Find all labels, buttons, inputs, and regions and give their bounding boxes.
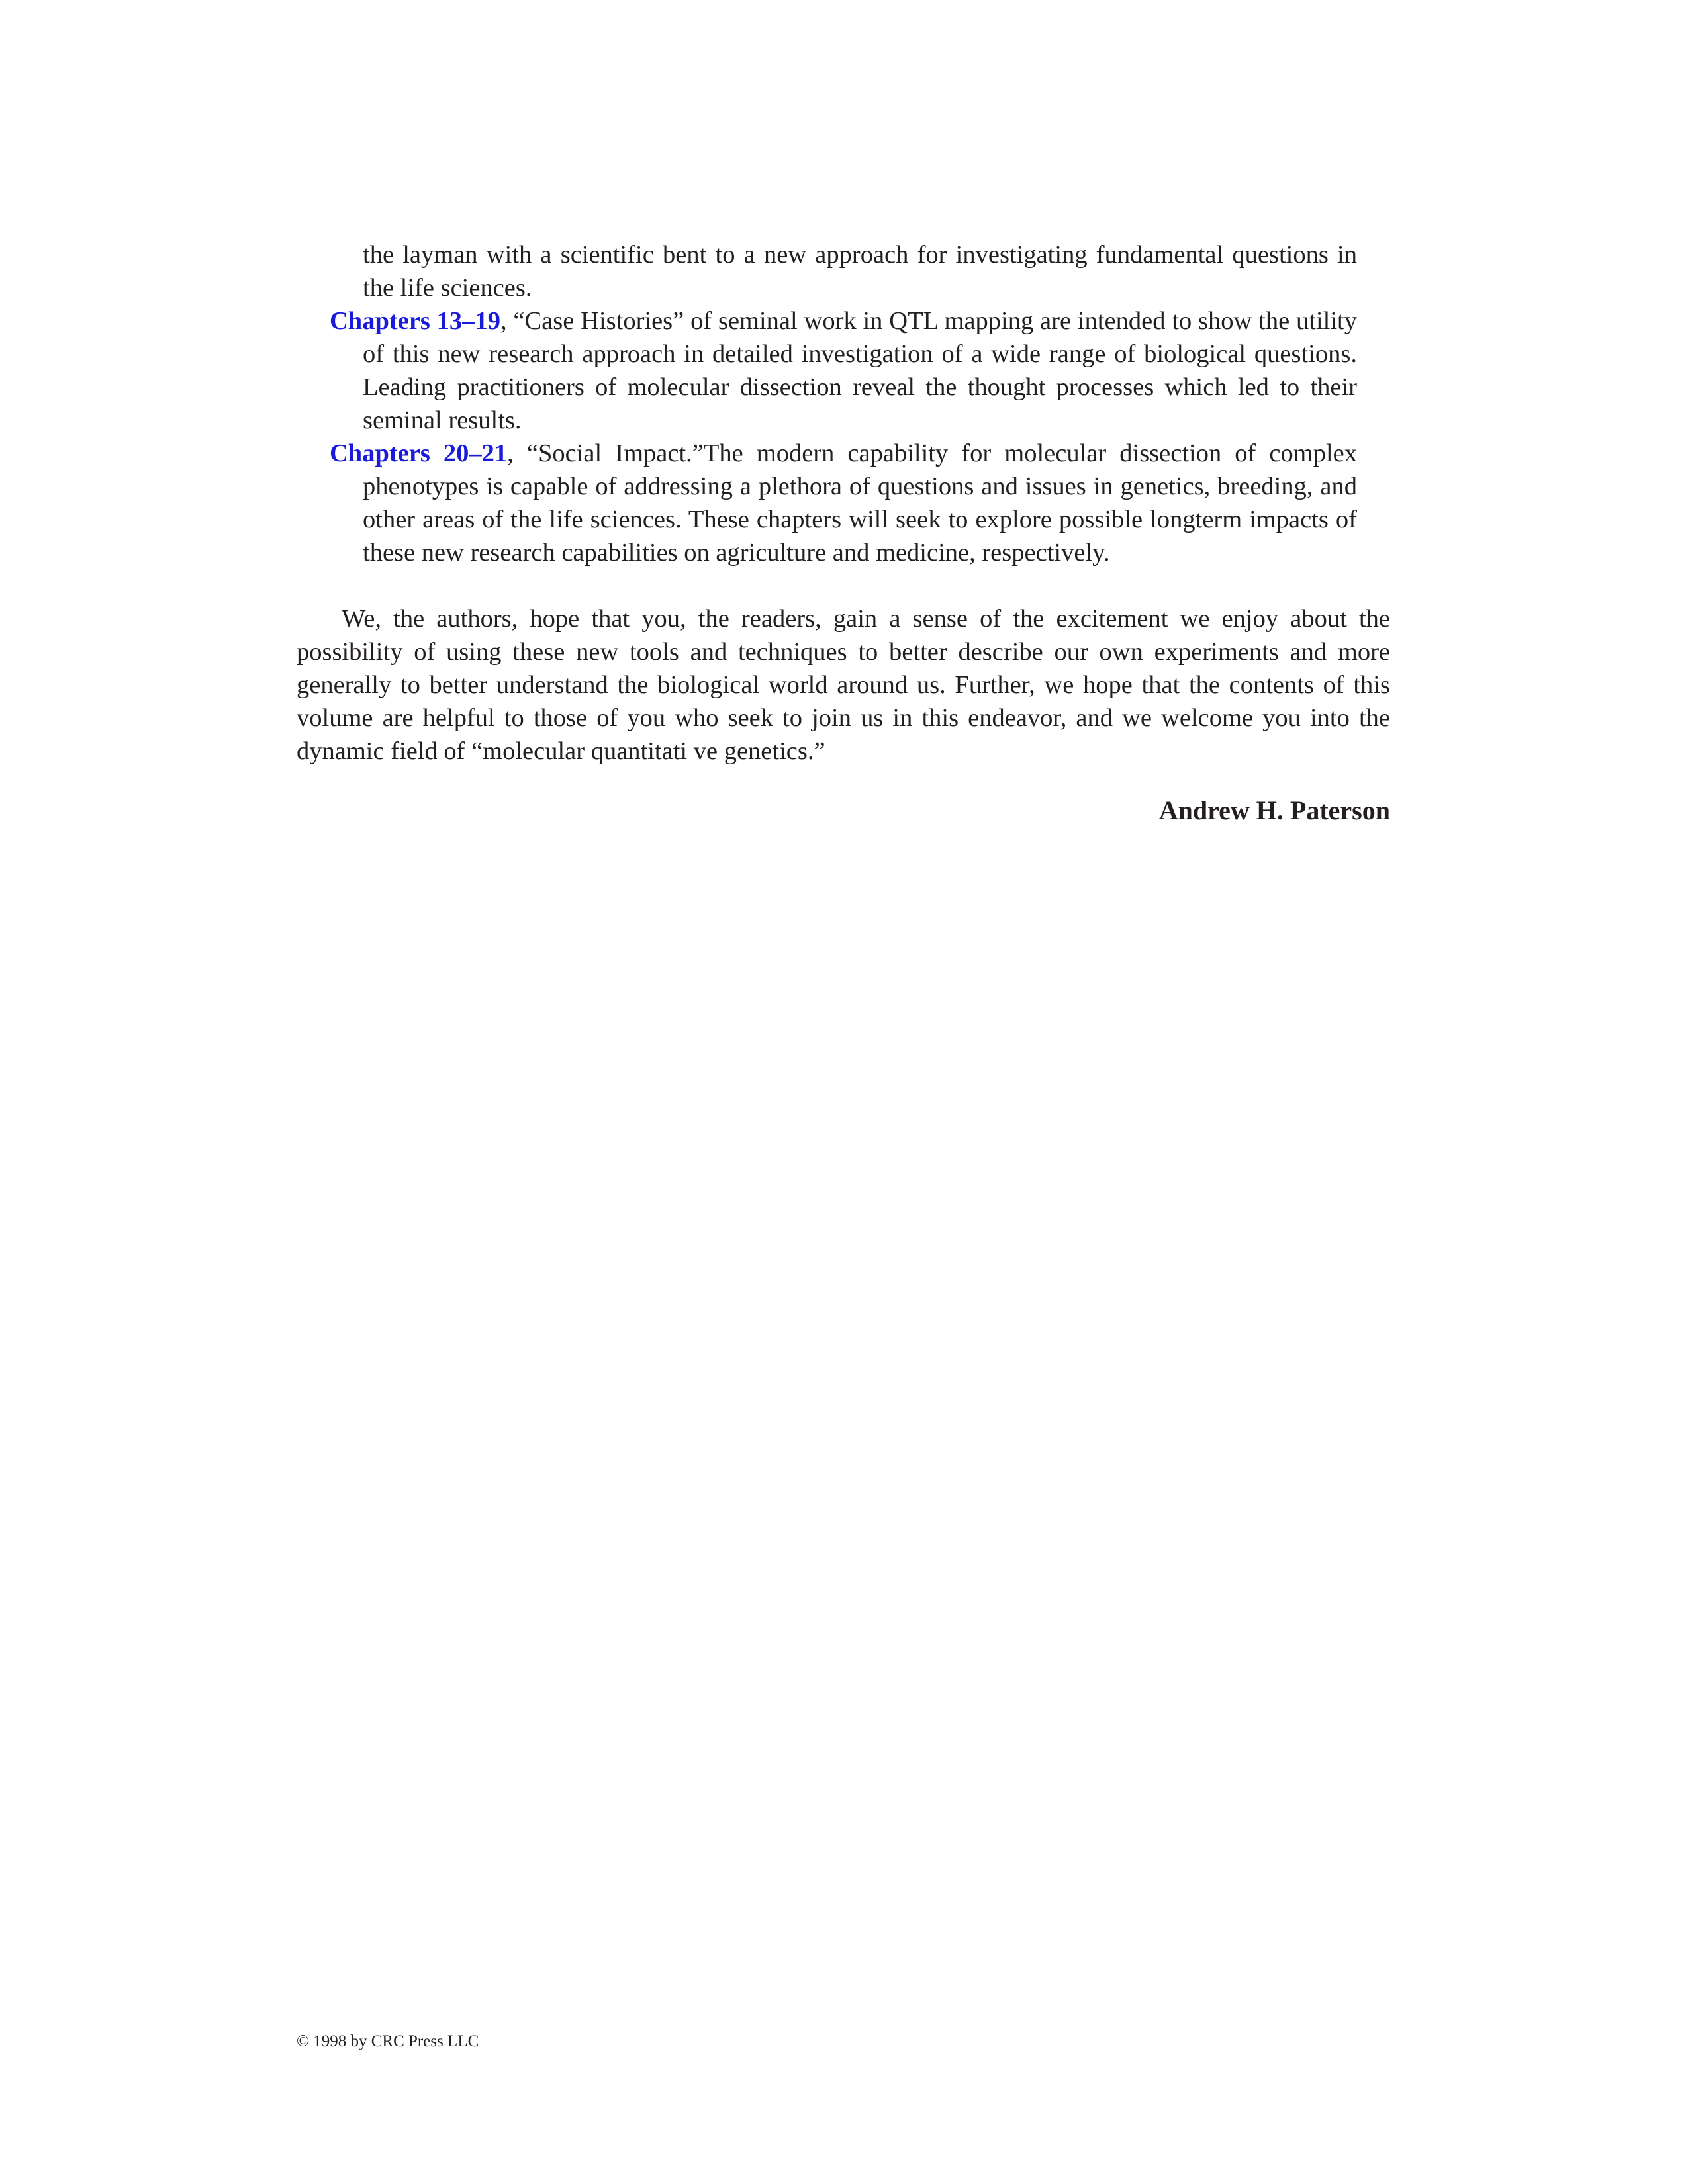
copyright-footer: © 1998 by CRC Press LLC — [297, 2032, 479, 2050]
continued-list-text: the layman with a scientific bent to a new approach for investigating fundamental questions in the life sciences. — [363, 241, 1357, 302]
chapter-21-link[interactable]: 21 — [481, 439, 508, 467]
list-item-chapters-20-21 — [330, 437, 1357, 569]
author-signature: Andrew H. Paterson — [1158, 796, 1390, 825]
list-item-text: , “Social Impact.”The modern capability for molecular dissection of complex phenotypes is capable of addressing a plethora of questions and issues in genetics, breeding, and other areas of the life sciences. These chapters will seek to explore possible longterm impacts of these new research capabilities on agriculture and medicine, respectively. — [363, 439, 1357, 567]
list-item-text: , “Case Histories” of seminal work in QTL mapping are intended to show the utility of this new research approach in detailed investigation of a wide range of biological questions. Leading practitioners of molecular dissection reveal the thought processes which led to their seminal results. — [363, 307, 1357, 434]
chapter-20-link[interactable]: Chapters 20 — [330, 439, 469, 467]
chapter-13-link[interactable]: Chapters 13 — [330, 307, 463, 335]
page-content — [297, 238, 1390, 827]
chapter-range-dash: – — [462, 307, 475, 335]
chapter-19-link[interactable]: 19 — [475, 307, 500, 335]
list-item-chapters-13-19 — [330, 304, 1357, 437]
closing-paragraph: We, the authors, hope that you, the readers, gain a sense of the excitement we enjoy about the possibility of using these new tools and techniques to better describe our own experiments and more generally to better understand the biological world around us. Further, we hope that the contents of this volume are helpful to those of you who seek to join us in this endeavor, and we welcome you into the dynamic field of “molecular quantitati ve genetics.” — [297, 605, 1390, 765]
chapter-range-dash: – — [469, 439, 482, 467]
